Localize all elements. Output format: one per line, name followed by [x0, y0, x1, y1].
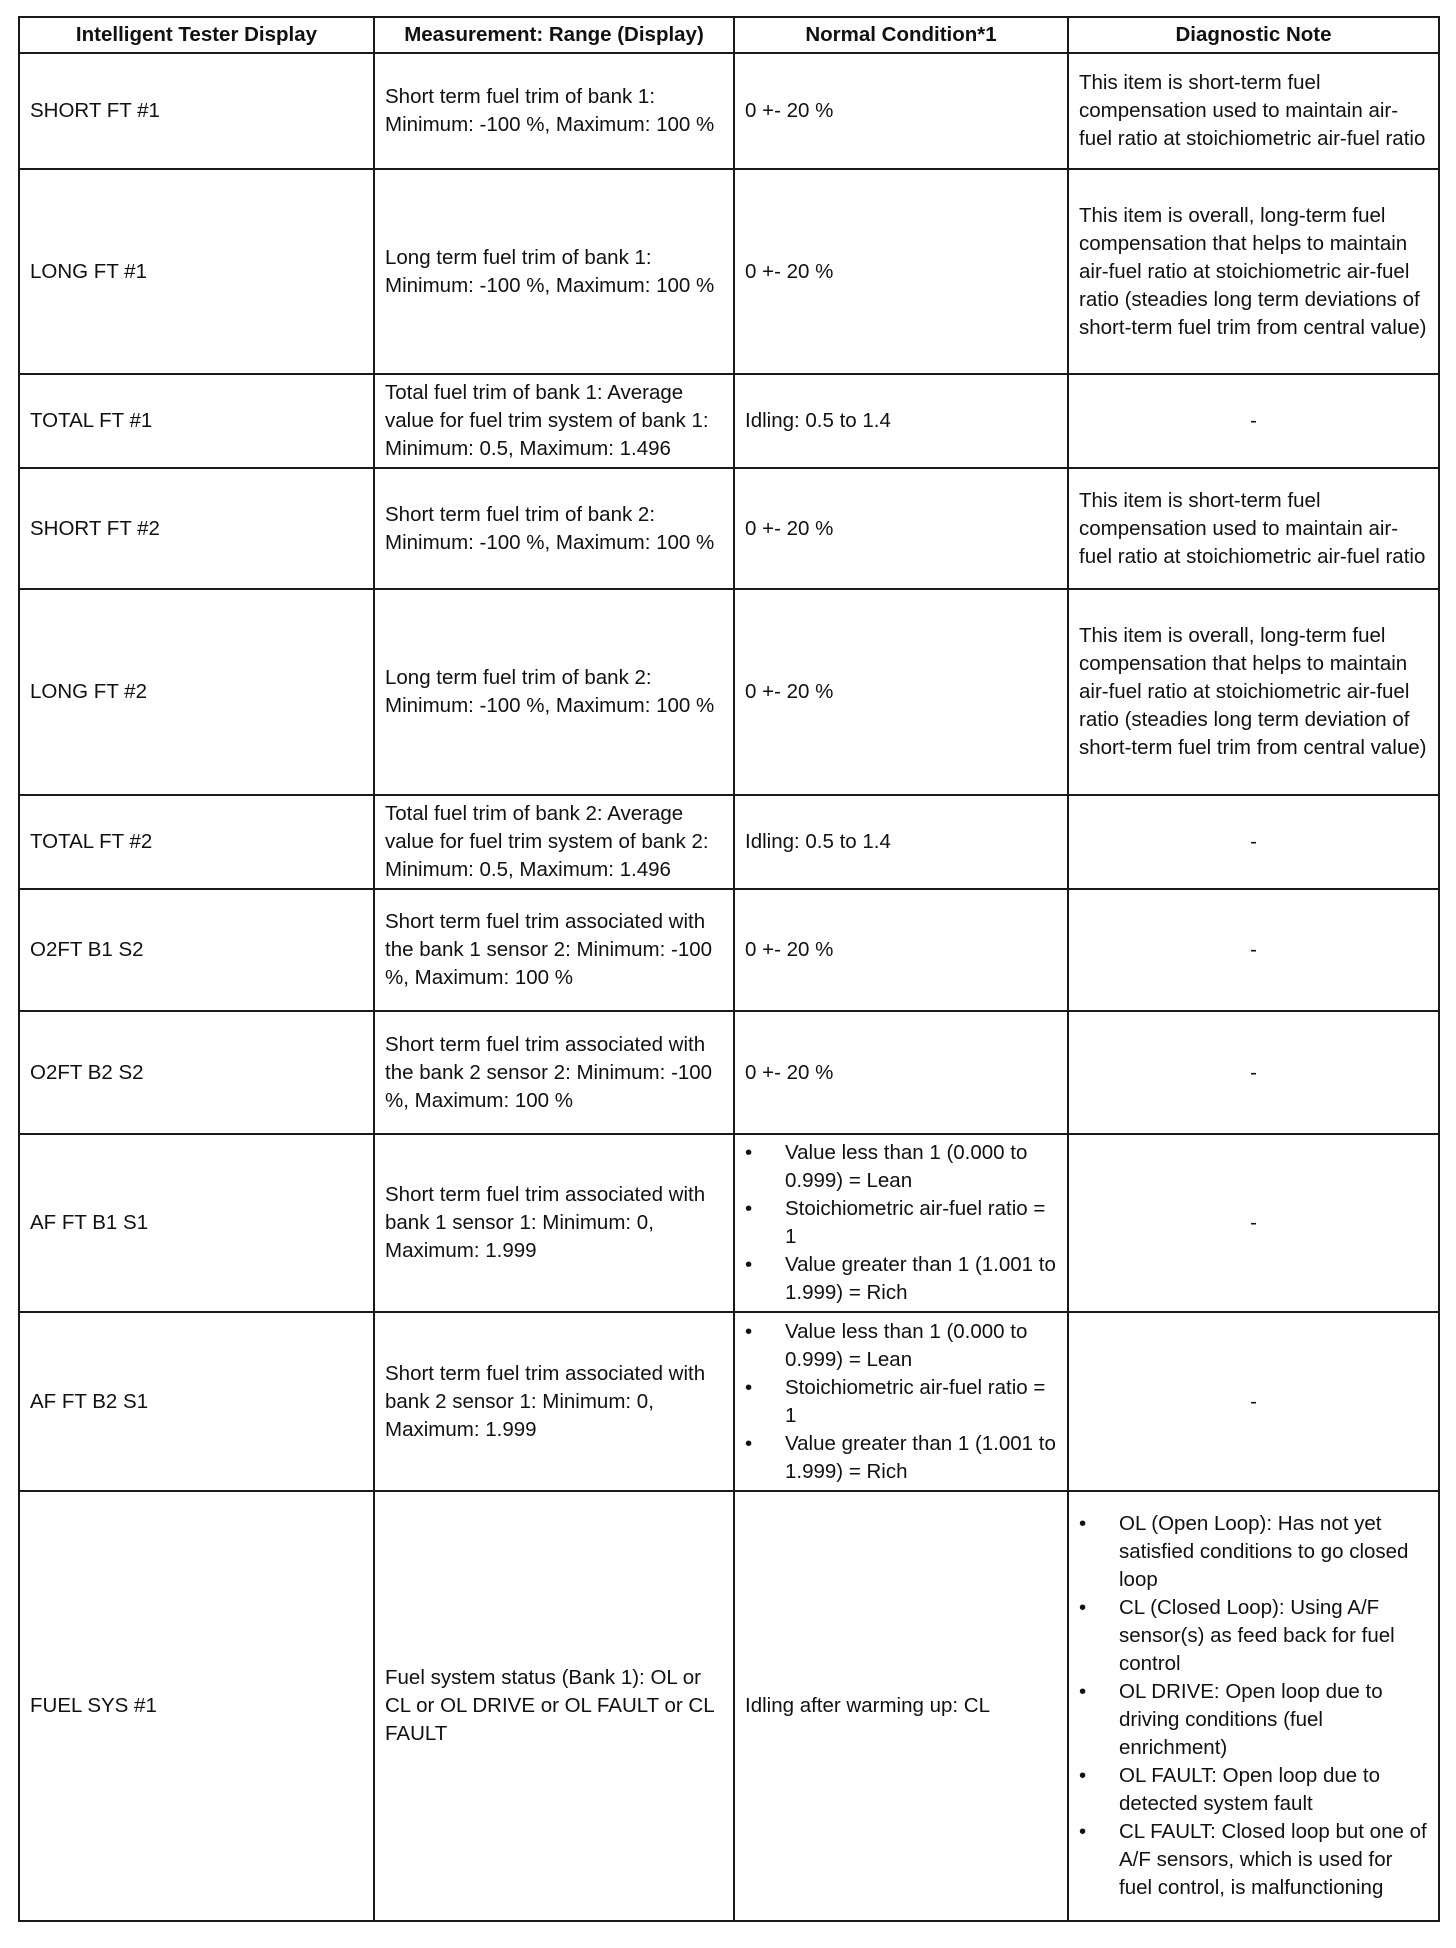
header-measurement-range: Measurement: Range (Display) [374, 17, 734, 53]
table-row [19, 1134, 1439, 1312]
cell-measurement-range: Short term fuel trim associated with bank 1 sensor 1: Minimum: 0, Maximum: 1.999 [374, 1134, 734, 1312]
table-row [19, 169, 1439, 374]
cell-normal-condition: 0 +- 20 % [734, 1011, 1068, 1134]
cell-tester-display: FUEL SYS #1 [19, 1491, 374, 1921]
cell-diagnostic-note: This item is short-term fuel compensation used to maintain air-fuel ratio at stoichiometric air-fuel ratio [1068, 53, 1439, 169]
cell-measurement-range: Total fuel trim of bank 2: Average value for fuel trim system of bank 2: Minimum: 0.5, Maximum: 1.496 [374, 795, 734, 889]
table-row [19, 889, 1439, 1011]
table-row [19, 53, 1439, 169]
cell-normal-condition: 0 +- 20 % [734, 468, 1068, 589]
cell-normal-condition: Idling: 0.5 to 1.4 [734, 795, 1068, 889]
diagnostic-note-list [1079, 1510, 1428, 1902]
cell-diagnostic-note: - [1068, 1312, 1439, 1491]
cell-normal-condition: 0 +- 20 % [734, 589, 1068, 795]
cell-diagnostic-note: This item is short-term fuel compensation used to maintain air-fuel ratio at stoichiometric air-fuel ratio [1068, 468, 1439, 589]
cell-diagnostic-note: - [1068, 1134, 1439, 1312]
table-row [19, 1011, 1439, 1134]
cell-tester-display: O2FT B2 S2 [19, 1011, 374, 1134]
cell-tester-display: O2FT B1 S2 [19, 889, 374, 1011]
table-header-row [19, 17, 1439, 53]
cell-measurement-range: Long term fuel trim of bank 1: Minimum: -100 %, Maximum: 100 % [374, 169, 734, 374]
cell-diagnostic-note [1068, 1491, 1439, 1921]
cell-tester-display: LONG FT #2 [19, 589, 374, 795]
table-row [19, 589, 1439, 795]
diagnostic-data-sheet [18, 16, 1438, 1922]
cell-tester-display: AF FT B1 S1 [19, 1134, 374, 1312]
cell-normal-condition [734, 1134, 1068, 1312]
cell-normal-condition [734, 1312, 1068, 1491]
cell-measurement-range: Fuel system status (Bank 1): OL or CL or OL DRIVE or OL FAULT or CL FAULT [374, 1491, 734, 1921]
cell-normal-condition: 0 +- 20 % [734, 889, 1068, 1011]
table-row [19, 1312, 1439, 1491]
cell-tester-display: TOTAL FT #1 [19, 374, 374, 468]
cell-measurement-range: Short term fuel trim of bank 1: Minimum: -100 %, Maximum: 100 % [374, 53, 734, 169]
list-item: • OL (Open Loop): Has not yet satisfied conditions to go closed loop [1079, 1510, 1428, 1594]
cell-normal-condition: 0 +- 20 % [734, 53, 1068, 169]
cell-measurement-range: Short term fuel trim associated with the bank 1 sensor 2: Minimum: -100 %, Maximum: 100 % [374, 889, 734, 1011]
list-item: • OL DRIVE: Open loop due to driving conditions (fuel enrichment) [1079, 1678, 1428, 1762]
header-normal-condition: Normal Condition*1 [734, 17, 1068, 53]
list-item: • Stoichiometric air-fuel ratio = 1 [745, 1374, 1057, 1430]
table-row [19, 374, 1439, 468]
cell-measurement-range: Short term fuel trim of bank 2: Minimum: -100 %, Maximum: 100 % [374, 468, 734, 589]
list-item: • Value greater than 1 (1.001 to 1.999) = Rich [745, 1251, 1057, 1307]
cell-normal-condition: Idling: 0.5 to 1.4 [734, 374, 1068, 468]
list-item: • Value less than 1 (0.000 to 0.999) = Lean [745, 1318, 1057, 1374]
cell-diagnostic-note: - [1068, 889, 1439, 1011]
cell-measurement-range: Long term fuel trim of bank 2: Minimum: -100 %, Maximum: 100 % [374, 589, 734, 795]
list-item: • OL FAULT: Open loop due to detected system fault [1079, 1762, 1428, 1818]
cell-diagnostic-note: - [1068, 374, 1439, 468]
list-item: • Value greater than 1 (1.001 to 1.999) = Rich [745, 1430, 1057, 1486]
normal-condition-list [745, 1139, 1057, 1307]
cell-diagnostic-note: - [1068, 795, 1439, 889]
header-tester-display: Intelligent Tester Display [19, 17, 374, 53]
cell-measurement-range: Short term fuel trim associated with bank 2 sensor 1: Minimum: 0, Maximum: 1.999 [374, 1312, 734, 1491]
cell-measurement-range: Total fuel trim of bank 1: Average value for fuel trim system of bank 1: Minimum: 0.5, Maximum: 1.496 [374, 374, 734, 468]
cell-diagnostic-note: This item is overall, long-term fuel compensation that helps to maintain air-fuel ratio at stoichiometric air-fuel ratio (steadies long term deviations of short-term fuel trim from central value) [1068, 169, 1439, 374]
cell-normal-condition: Idling after warming up: CL [734, 1491, 1068, 1921]
cell-tester-display: SHORT FT #2 [19, 468, 374, 589]
data-list-table [18, 16, 1440, 1922]
cell-diagnostic-note: This item is overall, long-term fuel compensation that helps to maintain air-fuel ratio at stoichiometric air-fuel ratio (steadies long term deviation of short-term fuel trim from central value) [1068, 589, 1439, 795]
table-row [19, 1491, 1439, 1921]
cell-normal-condition: 0 +- 20 % [734, 169, 1068, 374]
list-item: • CL FAULT: Closed loop but one of A/F sensors, which is used for fuel control, is malfunctioning [1079, 1818, 1428, 1902]
table-row [19, 795, 1439, 889]
cell-tester-display: AF FT B2 S1 [19, 1312, 374, 1491]
list-item: • Value less than 1 (0.000 to 0.999) = Lean [745, 1139, 1057, 1195]
cell-tester-display: LONG FT #1 [19, 169, 374, 374]
cell-diagnostic-note: - [1068, 1011, 1439, 1134]
normal-condition-list [745, 1318, 1057, 1486]
list-item: • CL (Closed Loop): Using A/F sensor(s) as feed back for fuel control [1079, 1594, 1428, 1678]
table-row [19, 468, 1439, 589]
cell-tester-display: SHORT FT #1 [19, 53, 374, 169]
cell-measurement-range: Short term fuel trim associated with the bank 2 sensor 2: Minimum: -100 %, Maximum: 100 % [374, 1011, 734, 1134]
header-diagnostic-note: Diagnostic Note [1068, 17, 1439, 53]
list-item: • Stoichiometric air-fuel ratio = 1 [745, 1195, 1057, 1251]
cell-tester-display: TOTAL FT #2 [19, 795, 374, 889]
